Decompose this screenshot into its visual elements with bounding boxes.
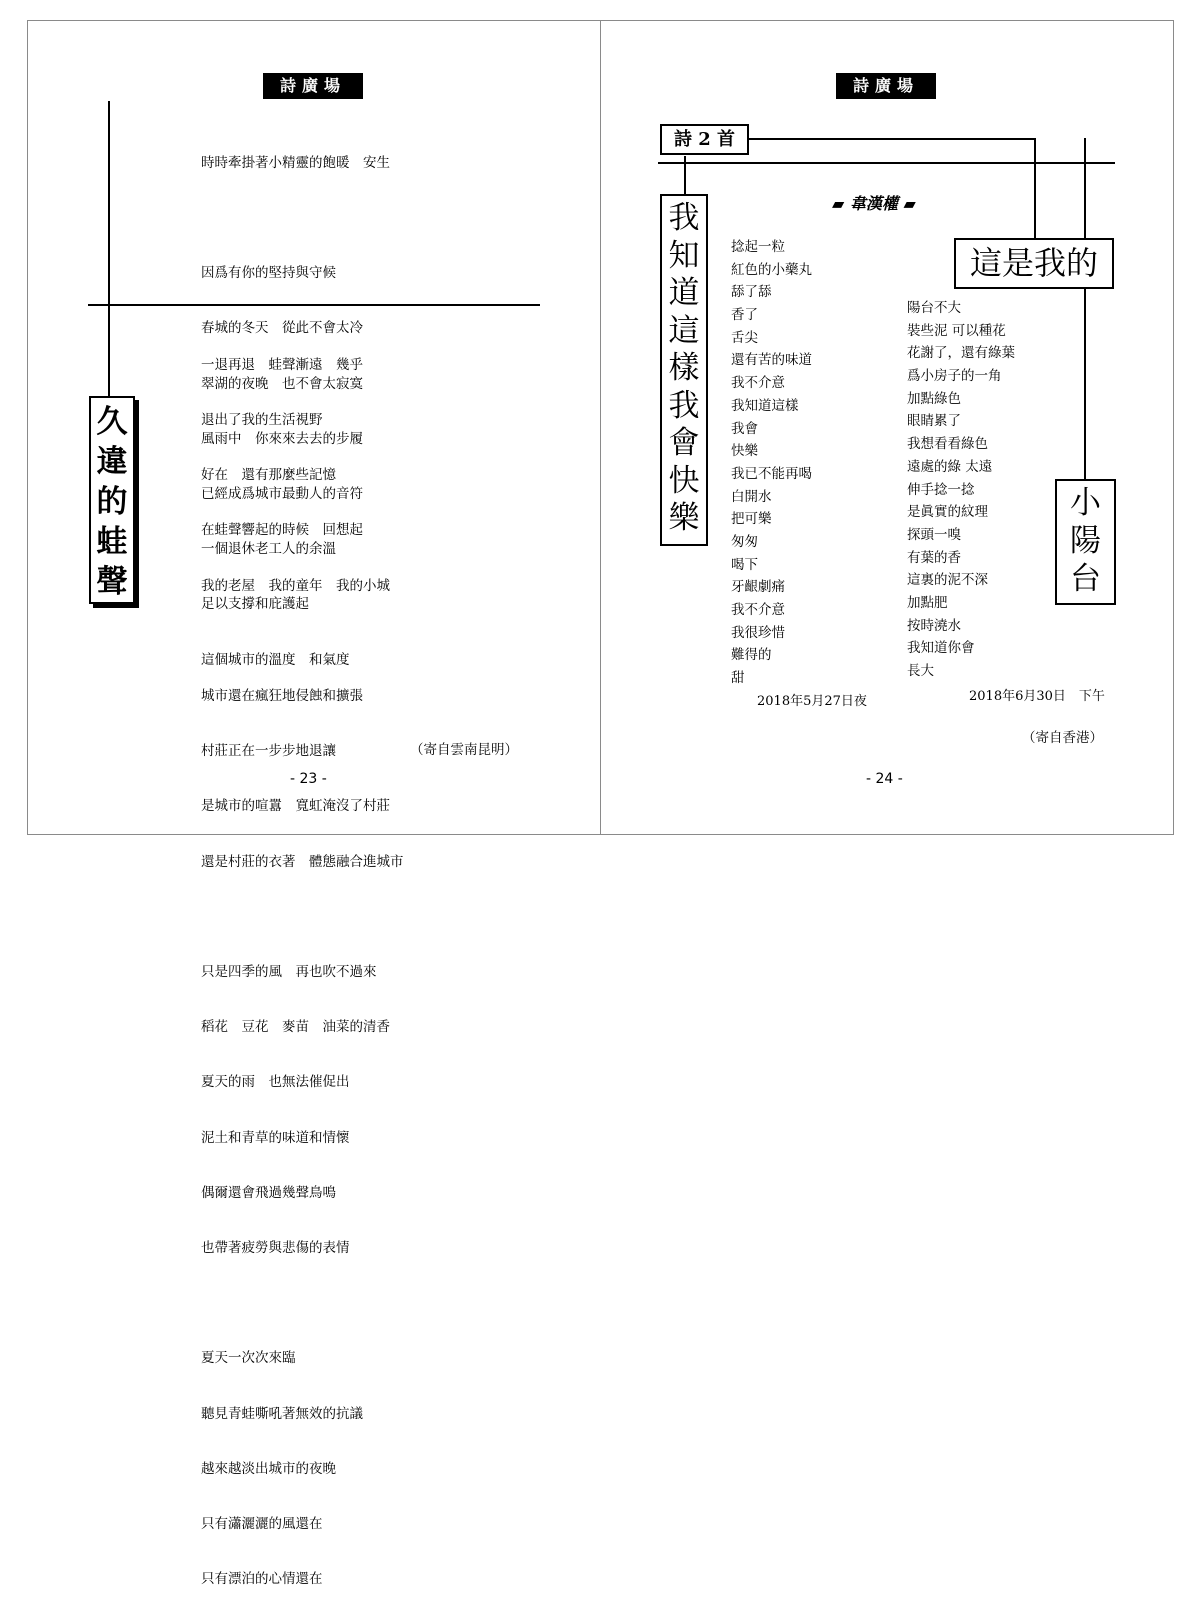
title-char: 我 [668,200,700,236]
poem-line: 風雨中 你來來去去的步履 [201,430,363,447]
poem-line: 是眞實的紋理 [907,504,988,521]
poem-line: 香了 [731,307,758,324]
poem-line: 我不介意 [731,375,785,392]
poem2-date: 2018年6月30日 下午 [969,689,1105,704]
poem-line: 眼睛累了 [907,413,961,430]
poem-line: 舔了舔 [731,284,772,301]
poem-line: 陽台不大 [907,300,961,316]
left-page-number: - 23 - [290,771,327,787]
poem-line: 我想看看綠色 [907,436,988,453]
title-char: 違 [96,444,128,480]
title-char: 會 [668,425,700,461]
poem-line: 爲小房子的一角 [907,368,1002,385]
poem-line: 是城市的喧囂 寬虹淹沒了村莊 [201,798,390,815]
poems-tag-box: 詩 2 首 [660,124,749,155]
right-page-number: - 24 - [866,771,903,787]
poem-line: 在蛙聲響起的時候 回想起 [201,522,363,539]
title-char: 樂 [668,500,700,536]
poem-line: 喝下 [731,556,758,573]
poem-line: 越來越淡出城市的夜晚 [201,1460,336,1477]
title-char: 我 [668,387,700,424]
right-source-note: （寄自香港） [1022,730,1103,746]
poem-line: 甜 [731,670,745,687]
poem2-title-box [1055,479,1116,605]
title-char: 樣 [668,350,700,386]
title-char: 久 [96,404,128,440]
poem-line: 夏天的雨 也無法催促出 [201,1074,350,1091]
title-char: 道 [668,275,700,311]
poem-line: 裝些泥 可以種花 [907,322,1006,339]
poem2-title-top-box: 這是我的 [954,238,1114,289]
title-char: 小 [1070,485,1101,521]
poem-line: 這個城市的溫度 和氣度 [201,651,350,668]
poem-line: 夏天一次次來臨 [201,1350,296,1367]
poem-line: 聽見青蛙嘶吼著無效的抗議 [201,1405,363,1422]
title-char: 聲 [96,564,128,600]
poem1-body [731,236,812,690]
poem-line: 一退再退 蛙聲漸遠 幾乎 [201,356,363,373]
poem-line: 好在 還有那麼些記憶 [201,467,336,484]
poem-line: 舌尖 [731,329,758,346]
left-poem-title-box [89,396,135,604]
poem-line: 已經成爲城市最動人的音符 [201,486,363,503]
poem-line: 把可樂 [731,511,772,528]
right-mid-rule [658,162,1115,164]
right-top-rule [748,138,1036,140]
poem-line: 長大 [907,663,934,679]
poem-line: 快樂 [731,443,758,460]
left-poem-body-2 [201,319,404,1607]
title-char: 台 [1070,561,1101,597]
poem-line: 難得的 [731,647,772,664]
left-vertical-rule [108,101,110,398]
right-header-badge: 詩廣場 [836,73,936,99]
title-char: 的 [96,484,128,520]
poem-line: 因爲有你的堅持與守候 [201,265,336,282]
poem-line: 花謝了，還有綠葉 [907,345,1015,362]
poem-line: 我知道這樣 [731,397,799,414]
poem1-title-box [660,194,708,546]
poem-line: 加點綠色 [907,390,961,407]
poem-line: 時時牽掛著小精靈的飽暖 安生 [201,154,390,171]
poem-line: 也帶著疲勞與悲傷的表情 [201,1240,350,1257]
poem1-date: 2018年5月27日夜 [757,694,867,709]
poem-line: 只有漂泊的心情還在 [201,1571,323,1588]
poem-line: 探頭一嗅 [907,526,961,543]
poem-line: 翠湖的夜晚 也不會太寂寞 [201,375,363,392]
poem-line: 我會 [731,420,758,437]
poem-line: 偶爾還會飛過幾聲鳥鳴 [201,1184,336,1201]
poem-line: 牙齦劇痛 [731,579,785,596]
poem-line: 按時澆水 [907,617,961,634]
poem-line: 紅色的小藥丸 [731,261,812,278]
title-char: 快 [668,462,700,499]
poem-line: 只是四季的風 再也吹不過來 [201,964,377,981]
poem-line: 加點肥 [907,594,948,611]
poem-line: 這裏的泥不深 [907,572,988,589]
poem-line: 伸手捻一捻 [907,481,975,498]
poem-line: 我不介意 [731,602,785,618]
poem-line: 遠處的綠 太遠 [907,458,993,475]
poem-line: 還是村莊的衣著 體態融合進城市 [201,853,404,870]
poem2-body [907,297,1015,683]
poem-line: 足以支撐和庇護起 [201,596,309,613]
poem-line: 我很珍惜 [731,624,785,641]
poem-line: 一個退休老工人的余溫 [201,541,336,558]
left-source-note: （寄自雲南昆明） [410,742,518,758]
left-header-badge: 詩廣場 [263,73,363,99]
poem-line: 我已不能再喝 [731,465,812,482]
poem-line: 白開水 [731,488,772,505]
poem-line: 退出了我的生活視野 [201,412,323,429]
poem-line: 只有瀟灑灑的風還在 [201,1516,323,1533]
poem-line: 城市還在瘋狂地侵蝕和擴張 [201,688,363,705]
left-connector-rule [684,156,686,196]
right-outer-vertical-rule [1084,138,1086,482]
poem-line: 我的老屋 我的童年 我的小城 [201,577,390,594]
title-char: 陽 [1070,523,1101,559]
title-char: 蛙 [96,524,128,560]
poem-line: 稻花 豆花 麥苗 油菜的清香 [201,1019,390,1036]
title-char: 知 [668,237,700,274]
poem-line: 有葉的香 [907,549,961,566]
poem-line: 捻起一粒 [731,239,785,255]
poem-line: 匆匆 [731,533,758,550]
poem-line: 我知道你會 [907,640,975,657]
title-char: 這 [668,312,700,349]
poem-line: 還有苦的味道 [731,352,812,369]
poem-line: 春城的冬天 從此不會太冷 [201,320,363,337]
author-name: ▰ 韋漢權 ▰ [832,194,916,213]
poem-line: 泥土和青草的味道和情懷 [201,1129,350,1146]
poem-line: 村莊正在一步步地退讓 [201,743,336,760]
right-inner-vertical-rule [1034,138,1036,240]
